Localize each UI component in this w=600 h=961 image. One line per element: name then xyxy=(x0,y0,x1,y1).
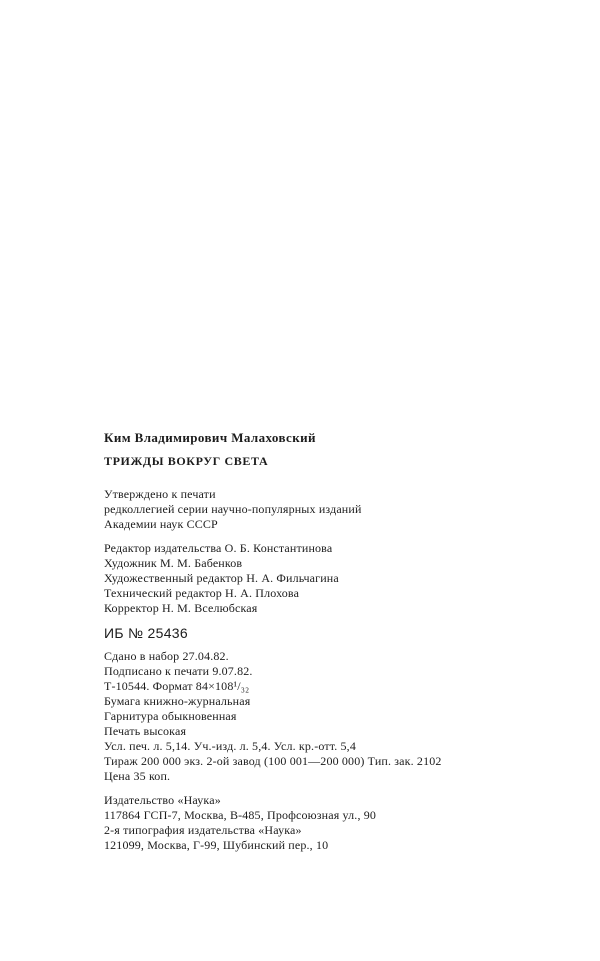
spec-line: Подписано к печати 9.07.82. xyxy=(104,664,253,678)
credit-line: Редактор издательства О. Б. Константинова xyxy=(104,541,333,555)
approval-line: редколлегией серии научно-популярных изданий xyxy=(104,502,362,516)
approval-line: Академии наук СССР xyxy=(104,517,218,531)
spec-line: Тираж 200 000 экз. 2-ой завод (100 001—200 000) Тип. зак. 2102 xyxy=(104,754,442,768)
spec-line: Печать высокая xyxy=(104,724,187,738)
colophon xyxy=(104,430,544,862)
print-specs-block xyxy=(104,649,544,784)
spec-line: Сдано в набор 27.04.82. xyxy=(104,649,229,663)
spec-line: Бумага книжно-журнальная xyxy=(104,694,251,708)
author-name: Ким Владимирович Малаховский xyxy=(104,430,316,445)
publisher-line: 2-я типография издательства «Наука» xyxy=(104,823,302,837)
credits-block xyxy=(104,541,544,616)
approval-line: Утверждено к печати xyxy=(104,487,216,501)
spec-line: Т-10544. Формат 84×108¹/₃₂ xyxy=(104,679,250,693)
approval-block xyxy=(104,487,544,532)
spec-line: Гарнитура обыкновенная xyxy=(104,709,237,723)
ib-number: ИБ № 25436 xyxy=(104,625,188,641)
credit-line: Корректор Н. М. Вселюбская xyxy=(104,601,258,615)
spec-line: Цена 35 коп. xyxy=(104,769,171,783)
publisher-line: 121099, Москва, Г-99, Шубинский пер., 10 xyxy=(104,838,329,852)
publisher-block xyxy=(104,793,544,853)
publisher-line: 117864 ГСП-7, Москва, В-485, Профсоюзная ул., 90 xyxy=(104,808,377,822)
credit-line: Художник М. М. Бабенков xyxy=(104,556,243,570)
credit-line: Технический редактор Н. А. Плохова xyxy=(104,586,300,600)
book-title: ТРИЖДЫ ВОКРУГ СВЕТА xyxy=(104,454,269,468)
publisher-line: Издательство «Наука» xyxy=(104,793,221,807)
credit-line: Художественный редактор Н. А. Фильчагина xyxy=(104,571,339,585)
spec-line: Усл. печ. л. 5,14. Уч.-изд. л. 5,4. Усл. кр.-отт. 5,4 xyxy=(104,739,356,753)
